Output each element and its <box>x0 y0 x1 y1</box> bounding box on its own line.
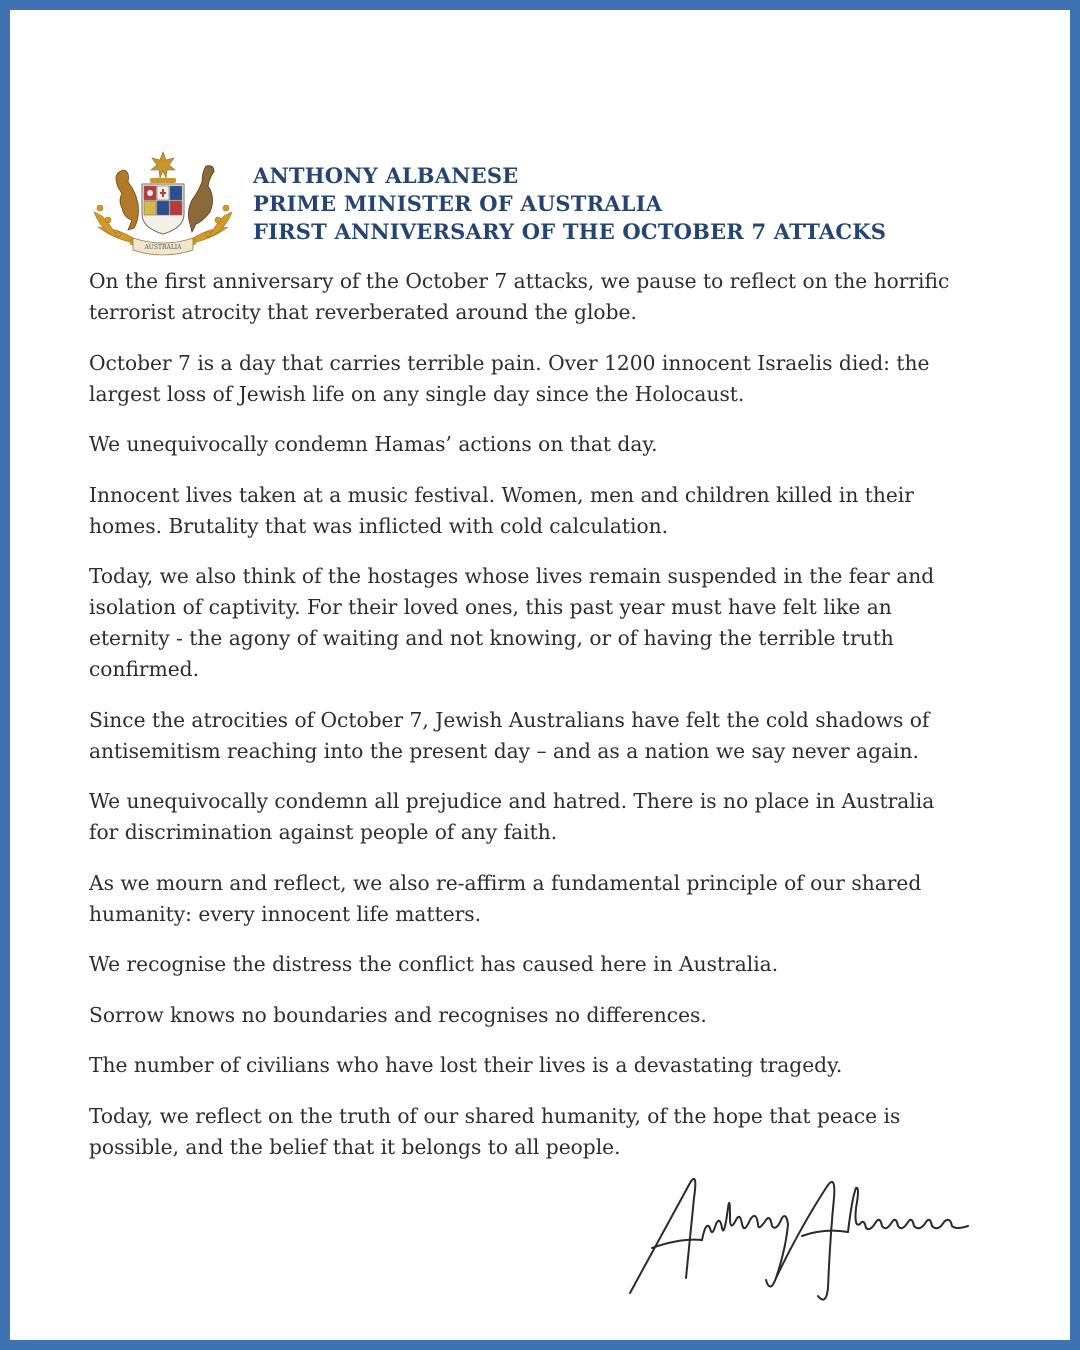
paragraph: We unequivocally condemn all prejudice and hatred. There is no place in Australia for discrimination against people of any faith. <box>89 789 935 844</box>
letter-heading <box>253 162 886 246</box>
paragraph: The number of civilians who have lost their lives is a devastating tragedy. <box>89 1053 843 1077</box>
paragraph: We unequivocally condemn Hamas’ actions on that day. <box>89 432 658 456</box>
paragraph: Innocent lives taken at a music festival. Women, men and children killed in their homes. Brutality that was inflicted with cold calculation. <box>89 482 914 538</box>
paragraph: Today, we also think of the hostages whose lives remain suspended in the fear and isolation of captivity. For their loved ones, this past year must have felt like an eternity - the agony of waiting and not knowing, or of having the terrible truth confirmed. <box>89 564 935 681</box>
paragraph: Sorrow knows no boundaries and recognises no differences. <box>89 1002 707 1027</box>
paragraph: Today, we reflect on the truth of our shared humanity, of the hope that peace is possible, and the belief that it belongs to all people. <box>89 1103 901 1159</box>
author-title: PRIME MINISTER OF AUSTRALIA <box>253 191 663 216</box>
letter-subject: FIRST ANNIVERSARY OF THE OCTOBER 7 ATTACKS <box>253 219 887 244</box>
paragraph: On the first anniversary of the October 7 attacks, we pause to reflect on the horrific terrorist atrocity that reverberated around the globe. <box>89 269 950 324</box>
signature <box>590 1128 1040 1328</box>
statement-body <box>89 266 969 1182</box>
paragraph: As we mourn and reflect, we also re-affirm a fundamental principle of our shared humanity: every innocent life matters. <box>89 870 922 926</box>
paragraph: Since the atrocities of October 7, Jewish Australians have felt the cold shadows of antisemitism reaching into the present day – and as a nation we say never again. <box>89 707 930 763</box>
paragraph: We recognise the distress the conflict has caused here in Australia. <box>89 952 779 976</box>
paragraph: October 7 is a day that carries terrible pain. Over 1200 innocent Israelis died: the largest loss of Jewish life on any single day since the Holocaust. <box>89 350 930 406</box>
coat-of-arms-icon <box>88 142 238 262</box>
crest-motto: AUSTRALIA <box>144 244 182 251</box>
author-name: ANTHONY ALBANESE <box>253 163 519 188</box>
